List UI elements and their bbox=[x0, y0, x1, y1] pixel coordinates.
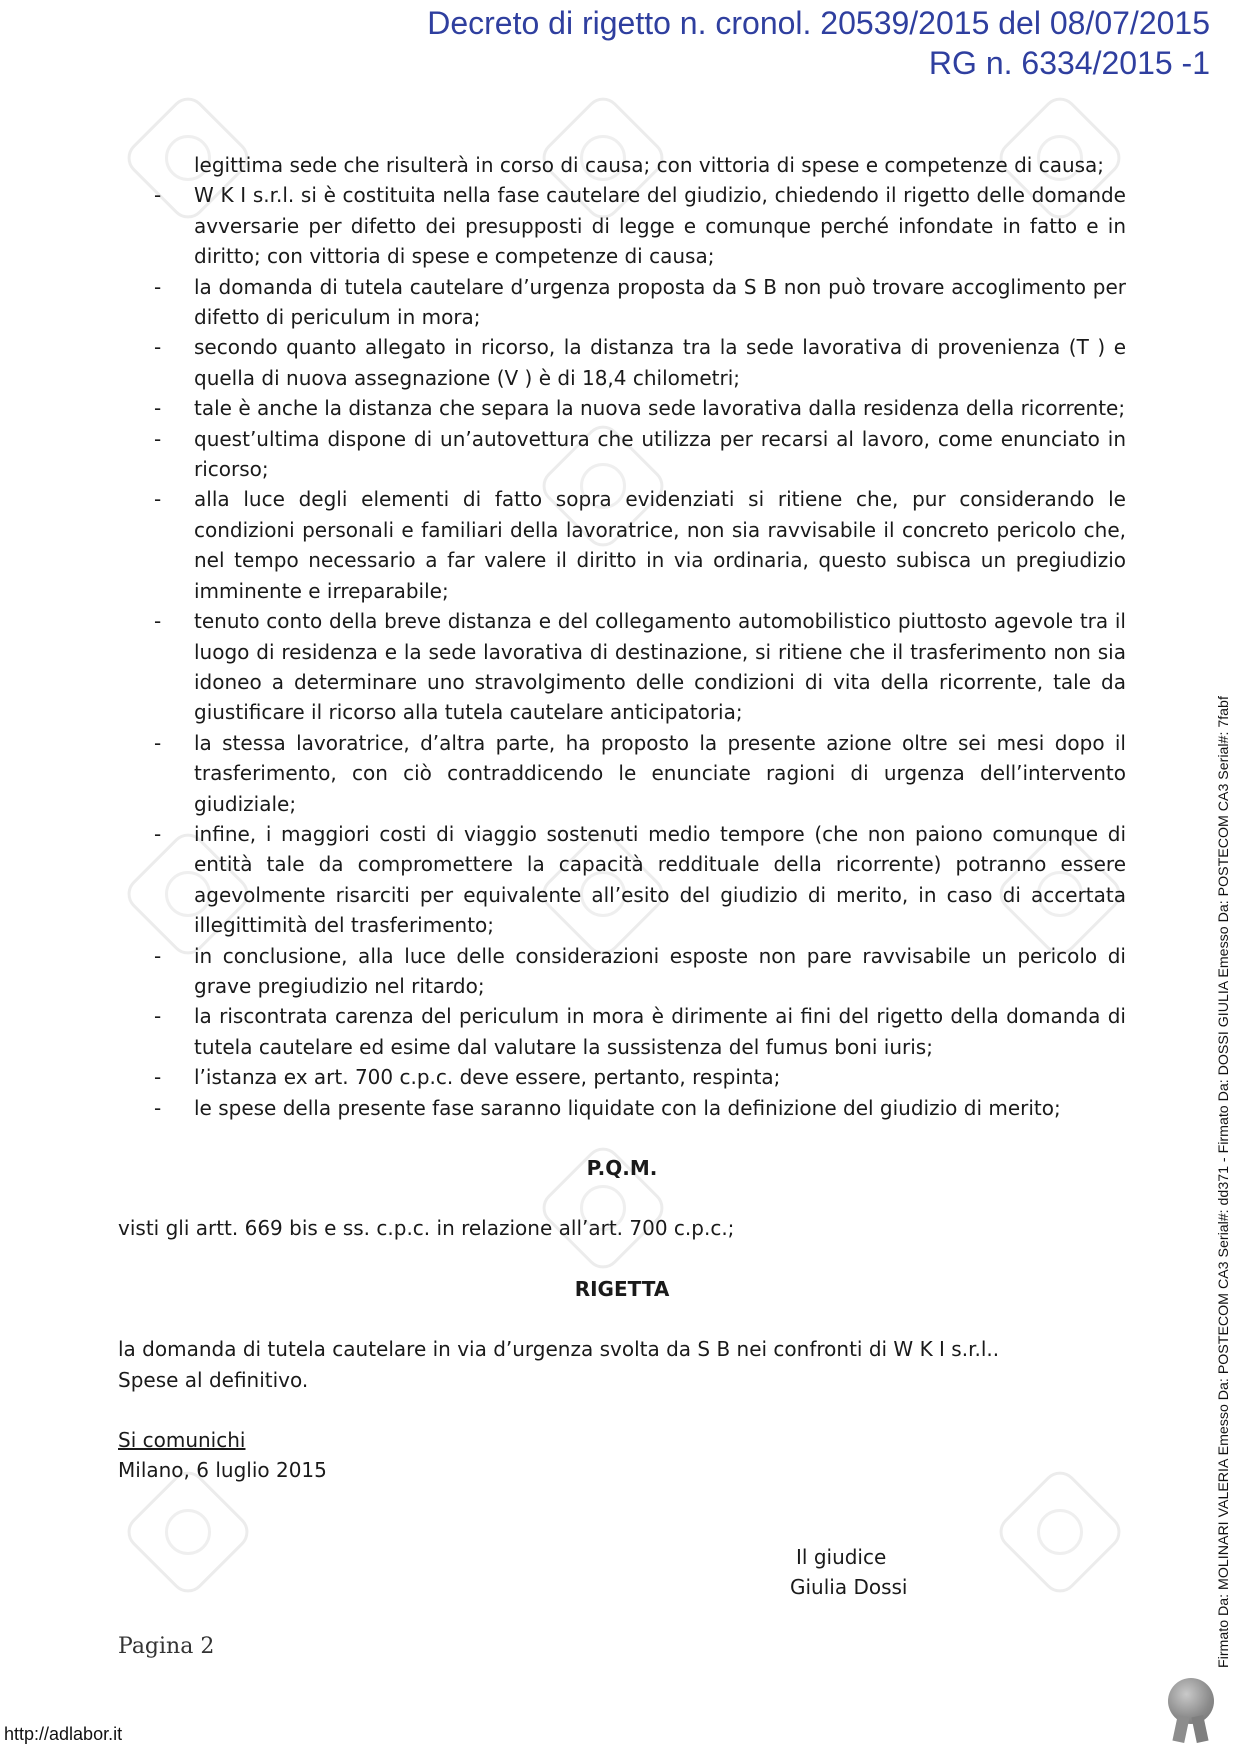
rigetta-text: la domanda di tutela cautelare in via d’urgenza svolta da S B nei confronti di W K I s.r.l.. bbox=[118, 1337, 1000, 1362]
visti-line: visti gli artt. 669 bis e ss. c.p.c. in relazione all’art. 700 c.p.c.; bbox=[118, 1216, 735, 1241]
signature-block bbox=[790, 1542, 908, 1603]
si-comunichi: Si comunichi bbox=[118, 1428, 246, 1453]
findings-list bbox=[118, 180, 1126, 1123]
place-date: Milano, 6 luglio 2015 bbox=[118, 1458, 327, 1483]
list-item: - alla luce degli elementi di fatto sopra evidenziati si ritiene che, pur considerando le condizioni personali e familiari della lavoratrice, non sia ravvisabile il concreto pericolo che, nel tempo necessario a far valere il diritto in via ordinaria, questo subisca un pregiudizio imminente e irreparabile; bbox=[118, 484, 1126, 606]
footer-url-link[interactable]: http://adlabor.it bbox=[4, 1724, 123, 1744]
list-item: - in conclusione, alla luce delle considerazioni esposte non pare ravvisabile un pericolo di grave pregiudizio nel ritardo; bbox=[118, 941, 1126, 1002]
rigetta-heading: RIGETTA bbox=[574, 1276, 670, 1301]
document-body bbox=[118, 150, 1126, 1486]
list-item: - tale è anche la distanza che separa la nuova sede lavorativa dalla residenza della ricorrente; bbox=[118, 393, 1126, 423]
list-item: - l’istanza ex art. 700 c.p.c. deve essere, pertanto, respinta; bbox=[118, 1062, 1126, 1092]
list-item: - quest’ultima dispone di un’autovettura che utilizza per recarsi al lavoro, come enunciato in ricorso; bbox=[118, 424, 1126, 485]
pqm-heading: P.Q.M. bbox=[586, 1156, 658, 1180]
list-item: - la stessa lavoratrice, d’altra parte, ha proposto la presente azione oltre sei mesi dopo il trasferimento, con ciò contraddicendo le enunciate ragioni di urgenza dell’intervento giudiziale; bbox=[118, 728, 1126, 819]
signature-name: Giulia Dossi bbox=[790, 1575, 908, 1600]
page-number: Pagina 2 bbox=[118, 1634, 215, 1659]
document-header-decree: Decreto di rigetto n. cronol. 20539/2015 del 08/07/2015 bbox=[427, 5, 1210, 41]
document-header-rg: RG n. 6334/2015 -1 bbox=[928, 45, 1210, 81]
digital-signature-stamp: Firmato Da: MOLINARI VALERIA Emesso Da: POSTECOM CA3 Serial#: dd371 - Firmato Da: DOSSI GIULIA Emesso Da: POSTECOM CA3 Serial#: 7fabf bbox=[1216, 696, 1232, 1668]
intro-line: legittima sede che risulterà in corso di causa; con vittoria di spese e competenze di causa; bbox=[194, 153, 1105, 177]
signature-title: Il giudice bbox=[796, 1545, 887, 1569]
seal-icon bbox=[1168, 1678, 1214, 1724]
list-item: - la riscontrata carenza del periculum in mora è dirimente ai fini del rigetto della domanda di tutela cautelare ed esime dal valutare la sussistenza del fumus boni iuris; bbox=[118, 1001, 1126, 1062]
list-item: - infine, i maggiori costi di viaggio sostenuti medio tempore (che non paiono comunque di entità tale da compromettere la capacità reddituale della ricorrente) potranno essere agevolmente risarciti per equivalente all’esito del giudizio di merito, in caso di accertata illegittimità del trasferimento; bbox=[118, 819, 1126, 941]
list-item: - tenuto conto della breve distanza e del collegamento automobilistico piuttosto agevole tra il luogo di residenza e la sede lavorativa di destinazione, si ritiene che il trasferimento non sia idoneo a determinare uno stravolgimento delle condizioni di vita della ricorrente, tale da giustificare il ricorso alla tutela cautelare anticipatoria; bbox=[118, 606, 1126, 728]
list-item: - W K I s.r.l. si è costituita nella fase cautelare del giudizio, chiedendo il rigetto delle domande avversarie per difetto dei presupposti di legge e comunque perché infondate in fatto e in diritto; con vittoria di spese e competenze di causa; bbox=[118, 180, 1126, 271]
list-item: - le spese della presente fase saranno liquidate con la definizione del giudizio di merito; bbox=[118, 1093, 1126, 1123]
list-item: - la domanda di tutela cautelare d’urgenza proposta da S B non può trovare accoglimento per difetto di periculum in mora; bbox=[118, 272, 1126, 333]
list-item: - secondo quanto allegato in ricorso, la distanza tra la sede lavorativa di provenienza (T ) e quella di nuova assegnazione (V ) è di 18,4 chilometri; bbox=[118, 332, 1126, 393]
spese-line: Spese al definitivo. bbox=[118, 1367, 309, 1392]
